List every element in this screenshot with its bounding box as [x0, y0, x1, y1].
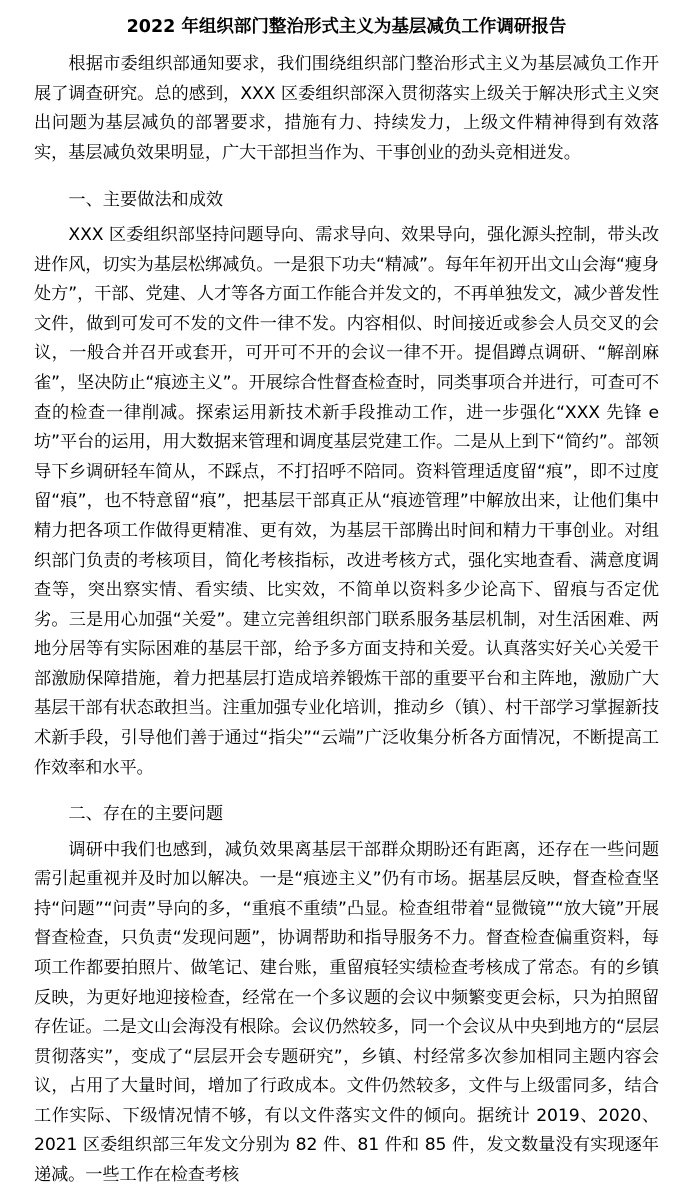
page-title: 2022 年组织部门整治形式主义为基层减负工作调研报告	[126, 17, 567, 37]
paragraph-spacer-2	[34, 784, 659, 791]
paragraph-spacer	[34, 170, 659, 177]
section-heading-2: 二、存在的主要问题	[68, 804, 224, 825]
intro-paragraph: 根据市委组织部通知要求，我们围绕组织部门整治形式主义为基层减负工作开展了调查研究。总的感到，XXX 区委组织部深入贯彻落实上级关于解决形式主义突出问题为基层减负的部署要求，措施有力、持续发力，上级文件精神得到有效落实，基层减负效果明显，广大干部担当作为、干事创业的劲头竞相迸发。	[34, 54, 659, 163]
section-2-paragraph: 调研中我们也感到，减负效果离基层干部群众期盼还有距离，还存在一些问题需引起重视并及时加以解决。一是“痕迹主义”仍有市场。据基层反映，督查检查坚持“问题”“问责”导向的多，“重痕不重绩”凸显。检查组带着“显微镜”“放大镜”开展督查检查，只负责“发现问题”，协调帮助和指导服务不力。督查检查偏重资料，每项工作都要拍照片、做笔记、建台账，重留痕轻实绩检查考核成了常态。有的乡镇反映，为更好地迎接检查，经常在一个多议题的会议中频繁变更会标，只为拍照留存佐证。二是文山会海没有根除。会议仍然较多，同一个会议从中央到地方的“层层贯彻落实”，变成了“层层开会专题研究”，乡镇、村经常多次参加相同主题内容会议，占用了大量时间，增加了行政成本。文件仍然较多，文件与上级雷同多，结合工作实际、下级情况情不够，有以文件落实文件的倾向。据统计 2019、2020、2021 区委组织部三年发文分别为 82 件、81 件和 85 件，发文数量没有实现逐年递减。一些工作在检查考核	[34, 839, 659, 1186]
section-1-paragraph: XXX 区委组织部坚持问题导向、需求导向、效果导向，强化源头控制，带头改进作风，切实为基层松绑减负。一是狠下功夫“精减”。每年年初开出文山会海“瘦身处方”，干部、党建、人才等各方面工作能合并发文的，不再单独发文，减少普发性文件，做到可发可不发的文件一律不发。内容相似、时间接近或参会人员交叉的会议，一般合并召开或套开，可开可不开的会议一律不开。提倡蹲点调研、“解剖麻雀”，坚决防止“痕迹主义”。开展综合性督查检查时，同类事项合并进行，可查可不查的检查一律削减。探索运用新技术新手段推动工作，进一步强化“XXX 先锋 e 坊”平台的运用，用大数据来管理和调度基层党建工作。二是从上到下“简约”。部领导下乡调研轻车简从，不踩点，不打招呼不陪同。资料管理适度留“痕”，即不过度留“痕”，也不特意留“痕”，把基层干部真正从“痕迹管理”中解放出来，让他们集中精力把各项工作做得更精准、更有效，为基层干部腾出时间和精力干事创业。对组织部门负责的考核项目，简化考核指标，改进考核方式，强化实地查看、满意度调查等，突出察实情、看实绩、比实效，不简单以资料多少论高下、留痕与否定优劣。三是用心加强“关爱”。建立完善组织部门联系服务基层机制，对生活困难、两地分居等有实际困难的基层干部，给予多方面支持和关爱。认真落实好关心关爱干部激励保障措施，着力把基层打造成培养锻炼干部的重要平台和主阵地，激励广大基层干部有状态敢担当。注重加强专业化培训，推动乡（镇）、村干部学习掌握新技术新手段，引导他们善于通过“指尖”“云端”广泛收集分析各方面情况，不断提高工作效率和水平。	[34, 225, 659, 778]
section-heading-1: 一、主要做法和成效	[68, 189, 224, 210]
